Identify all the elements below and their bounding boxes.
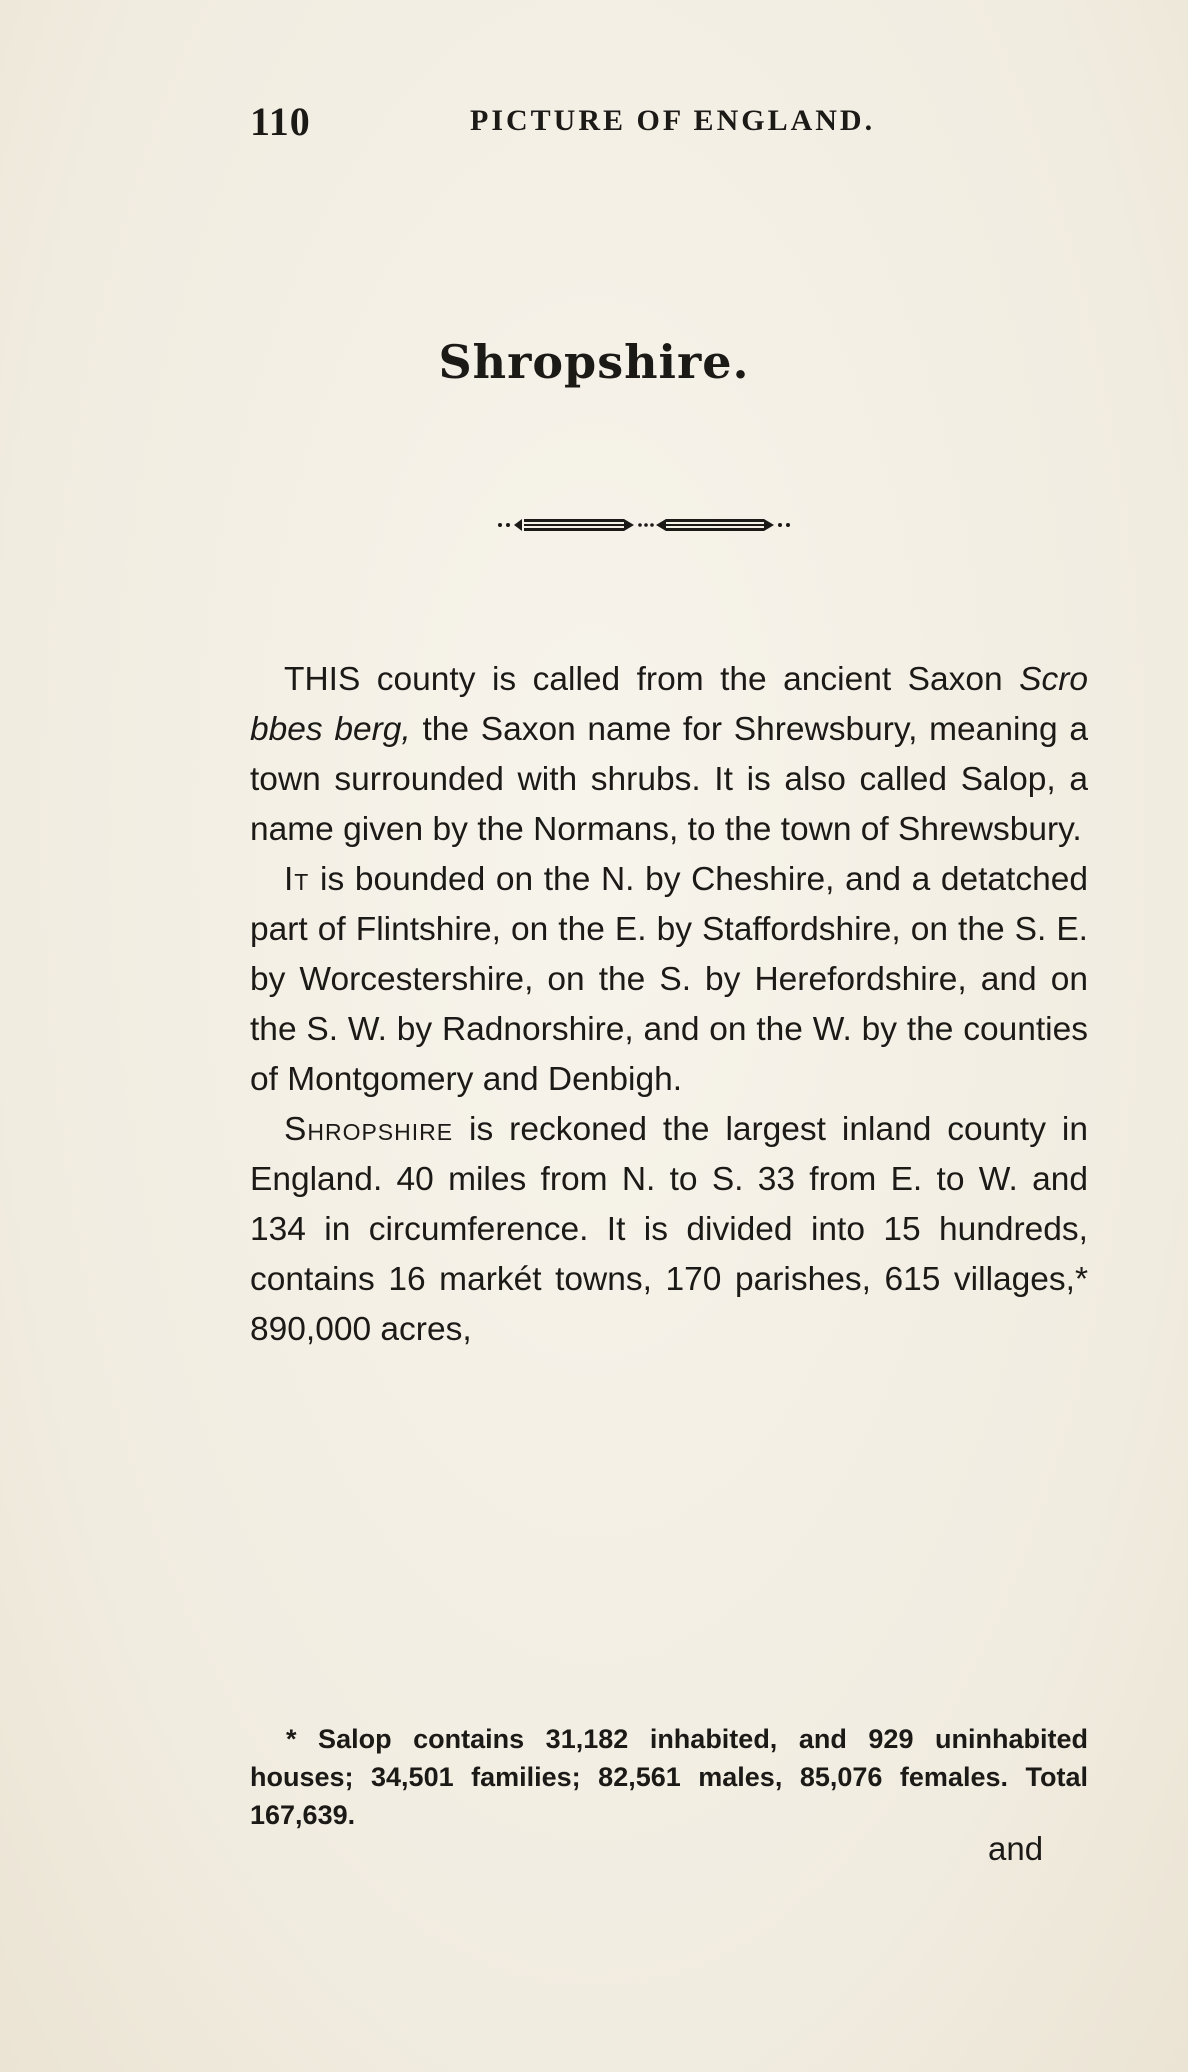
p2-lead: It bbox=[284, 861, 310, 898]
page-number: 110 bbox=[250, 99, 311, 144]
footnote-text: * Salop contains 31,182 inhabited, and 929 uninhabited houses; 34,501 families; 82,561 males, 85,076 females. Total 167,639. bbox=[250, 1724, 1088, 1830]
p1-lead: THIS county is called from the ancient Saxon bbox=[284, 661, 1003, 698]
p3-rest: is reckoned the largest inland county in England. 40 miles from N. to S. 33 from E. to W. and 134 in circumference. It is divided into 15 hundreds, contains 16 markét towns, 170 parishes, 615 villages,* 890,000 acres, bbox=[250, 1111, 1089, 1348]
footnote bbox=[250, 1720, 1088, 1834]
paragraph-3 bbox=[250, 1105, 1088, 1355]
p1-italic-term: Scro bbes berg, bbox=[250, 661, 1088, 748]
catchword: and bbox=[988, 1830, 1044, 1867]
p1-rest: the Saxon name for Shrewsbury, meaning a town surrounded with shrubs. It is also called Salop, a name given by the Normans, to the town of Shrewsbury. bbox=[250, 711, 1088, 848]
p3-lead: Shropshire bbox=[284, 1111, 454, 1148]
p2-rest: is bounded on the N. by Cheshire, and a detatched part of Flintshire, on the E. by Staffordshire, on the S. E. by Worcestershire, on the S. by Herefordshire, and on the S. W. by Radnorshire, and on the W. by the counties of Montgomery and Denbigh. bbox=[250, 861, 1089, 1098]
ornament-divider-icon bbox=[494, 510, 794, 540]
running-title: PICTURE OF ENGLAND. bbox=[470, 104, 876, 137]
body-text bbox=[250, 655, 1088, 1355]
paragraph-1 bbox=[250, 655, 1088, 855]
paragraph-2 bbox=[250, 855, 1088, 1105]
page-header bbox=[250, 98, 930, 148]
section-title: Shropshire. bbox=[438, 335, 750, 389]
